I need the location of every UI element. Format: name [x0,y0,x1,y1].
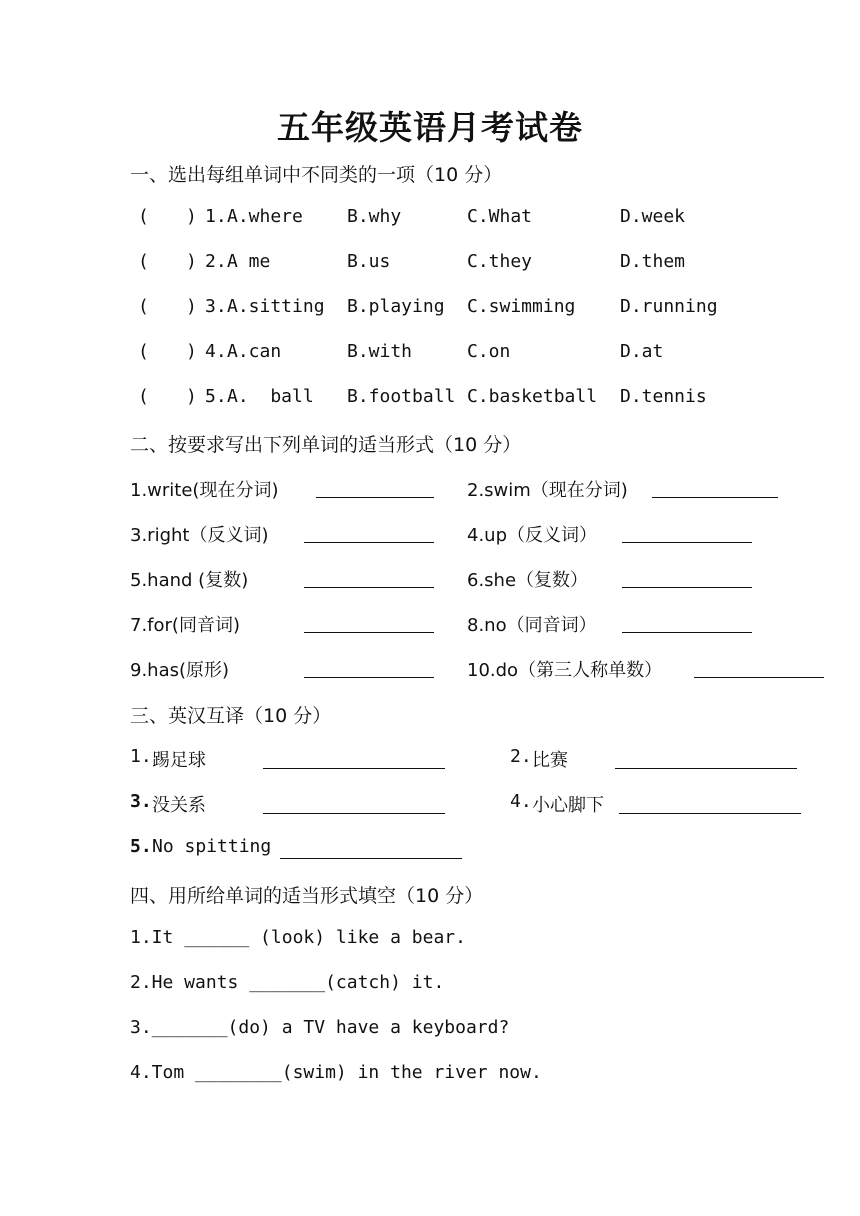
sentence-start: 4.Tom [130,1062,196,1083]
answer-blank[interactable] [304,632,434,633]
word-form-item: 3.right（反义词) [130,525,269,546]
option-d: D.them [620,251,686,272]
question-number: 5. [205,386,227,407]
answer-blank[interactable] [615,768,797,769]
question-number: 3. [205,296,227,317]
word-form-item: 9.has(原形) [130,660,230,681]
answer-blank[interactable] [622,542,752,543]
section-3-heading: 三、英汉互译（10 分） [130,705,332,727]
answer-paren-close: ) [186,251,197,272]
section-1-heading: 一、选出每组单词中不同类的一项（10 分） [130,164,503,186]
fill-blank-sentence [130,972,444,993]
option-b: B.with [347,341,413,362]
word-form-item: 4.up（反义词） [467,525,598,546]
sentence-start: 1.It [130,927,185,948]
option-c: C.What [467,206,533,227]
option-a: A.can [227,341,282,362]
option-c: C.on [467,341,511,362]
answer-blank[interactable] [694,677,824,678]
fill-blank-sentence [130,927,466,948]
word-form-item: 1.write(现在分词) [130,480,279,501]
option-c: C.they [467,251,533,272]
translate-number: 2. [510,746,532,767]
translate-number: 5. [130,836,152,857]
option-c: C.swimming [467,296,576,317]
answer-paren-open: ( [138,296,149,317]
translate-number: 4. [510,791,532,812]
word-form-item: 10.do（第三人称单数） [467,660,663,681]
translate-phrase: 踢足球 [152,750,206,771]
word-form-item: 5.hand (复数) [130,570,249,591]
sentence-end: (catch) it. [325,972,445,993]
translate-number: 3. [130,791,152,812]
answer-blank[interactable] [304,677,434,678]
question-number: 1. [205,206,227,227]
answer-blank[interactable] [622,632,752,633]
word-form-item: 2.swim（现在分词) [467,480,628,501]
sentence-end: (look) like a bear. [249,927,466,948]
option-a: A me [227,251,271,272]
answer-blank[interactable] [280,858,462,859]
page-title: 五年级英语月考试卷 [277,108,583,147]
sentence-end: (do) a TV have a keyboard? [227,1017,510,1038]
answer-blank[interactable] [304,542,434,543]
sentence-start: 2.He wants [130,972,250,993]
answer-blank[interactable]: ________ [195,1062,282,1083]
option-d: D.running [620,296,718,317]
option-d: D.tennis [620,386,707,407]
answer-paren-close: ) [186,296,197,317]
answer-paren-close: ) [186,386,197,407]
option-b: B.us [347,251,391,272]
translate-number: 1. [130,746,152,767]
option-c: C.basketball [467,386,598,407]
answer-blank[interactable] [652,497,778,498]
answer-paren-open: ( [138,206,149,227]
question-number: 2. [205,251,227,272]
answer-blank[interactable] [263,813,445,814]
answer-paren-close: ) [186,341,197,362]
fill-blank-sentence [130,1017,509,1038]
translate-phrase: 小心脚下 [532,795,604,816]
sentence-start: 3. [130,1017,152,1038]
answer-blank[interactable] [619,813,801,814]
answer-blank[interactable] [622,587,752,588]
section-4-heading: 四、用所给单词的适当形式填空（10 分） [130,885,484,907]
answer-paren-open: ( [138,386,149,407]
option-d: D.week [620,206,686,227]
word-form-item: 8.no（同音词） [467,615,597,636]
question-number: 4. [205,341,227,362]
answer-paren-open: ( [138,251,149,272]
translate-phrase: 没关系 [152,795,206,816]
option-b: B.playing [347,296,445,317]
answer-blank[interactable]: _______ [249,972,326,993]
option-a: A.where [227,206,303,227]
option-d: D.at [620,341,664,362]
answer-blank[interactable] [263,768,445,769]
option-b: B.football [347,386,456,407]
sentence-end: (swim) in the river now. [281,1062,542,1083]
answer-blank[interactable] [304,587,434,588]
answer-paren-close: ) [186,206,197,227]
answer-paren-open: ( [138,341,149,362]
answer-blank[interactable] [316,497,434,498]
option-a: A.sitting [227,296,325,317]
translate-phrase: 比赛 [532,750,568,771]
option-a: A. ball [227,386,314,407]
section-2-heading: 二、按要求写出下列单词的适当形式（10 分） [130,434,522,456]
word-form-item: 7.for(同音词) [130,615,240,636]
fill-blank-sentence [130,1062,542,1083]
answer-blank[interactable]: ______ [184,927,250,948]
answer-blank[interactable]: _______ [151,1017,228,1038]
translate-phrase: No spitting [152,836,272,857]
word-form-item: 6.she（复数） [467,570,589,591]
option-b: B.why [347,206,402,227]
